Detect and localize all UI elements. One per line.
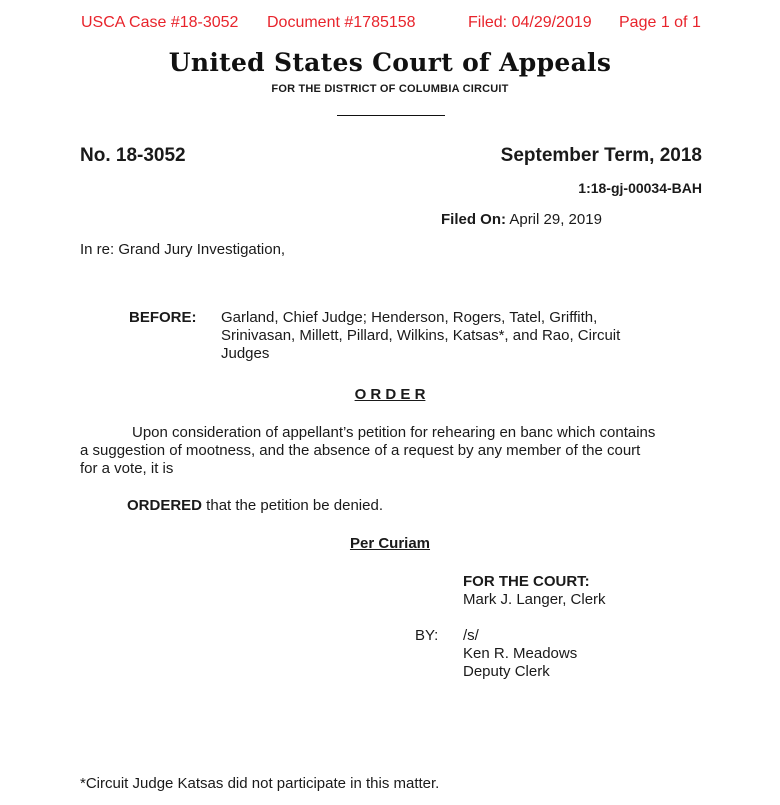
case-caption: In re: Grand Jury Investigation, xyxy=(80,241,286,258)
court-circuit: FOR THE DISTRICT OF COLUMBIA CIRCUIT xyxy=(271,83,509,95)
header-filed-date: Filed: 04/29/2019 xyxy=(468,14,592,31)
before-line: Garland, Chief Judge; Henderson, Rogers, Tatel, Griffith, xyxy=(221,309,598,326)
deputy-title: Deputy Clerk xyxy=(463,663,550,680)
signature-mark: /s/ xyxy=(463,627,479,644)
filed-on xyxy=(441,211,602,228)
body-line: for a vote, it is xyxy=(80,460,174,477)
order-body xyxy=(80,424,655,478)
header-page-number: Page 1 of 1 xyxy=(619,14,701,31)
filed-on-date: April 29, 2019 xyxy=(509,211,602,228)
body-line: Upon consideration of appellant’s petition for rehearing en banc which contains xyxy=(132,424,656,441)
order-title: O R D E R xyxy=(354,386,426,403)
ordered-text: that the petition be denied. xyxy=(202,497,383,514)
signature-deputy xyxy=(463,627,577,681)
deputy-name: Ken R. Meadows xyxy=(463,645,578,662)
court-title: United States Court of Appeals xyxy=(168,48,612,77)
ordered-paragraph xyxy=(127,497,383,514)
divider-rule xyxy=(337,115,445,116)
body-line: a suggestion of mootness, and the absence of a request by any member of the court xyxy=(80,442,641,459)
per-curiam: Per Curiam xyxy=(349,535,431,552)
before-line: Srinivasan, Millett, Pillard, Wilkins, Katsas*, and Rao, Circuit xyxy=(221,327,621,344)
header-document-number: Document #1785158 xyxy=(267,14,416,31)
header-case-number: USCA Case #18-3052 xyxy=(81,14,239,31)
clerk-name: Mark J. Langer, Clerk xyxy=(463,591,606,608)
case-number: No. 18-3052 xyxy=(80,145,186,166)
before-line: Judges xyxy=(221,345,270,362)
before-judges xyxy=(221,309,620,363)
signature-court xyxy=(463,573,606,609)
before-label: BEFORE: xyxy=(129,309,197,326)
by-label: BY: xyxy=(415,627,439,644)
district-case-number: 1:18-gj-00034-BAH xyxy=(578,180,702,196)
for-the-court: FOR THE COURT: xyxy=(463,573,590,590)
ordered-label: ORDERED xyxy=(127,497,203,514)
filed-on-label: Filed On: xyxy=(441,211,506,228)
footnote: *Circuit Judge Katsas did not participate in this matter. xyxy=(80,775,440,792)
term: September Term, 2018 xyxy=(500,145,702,166)
